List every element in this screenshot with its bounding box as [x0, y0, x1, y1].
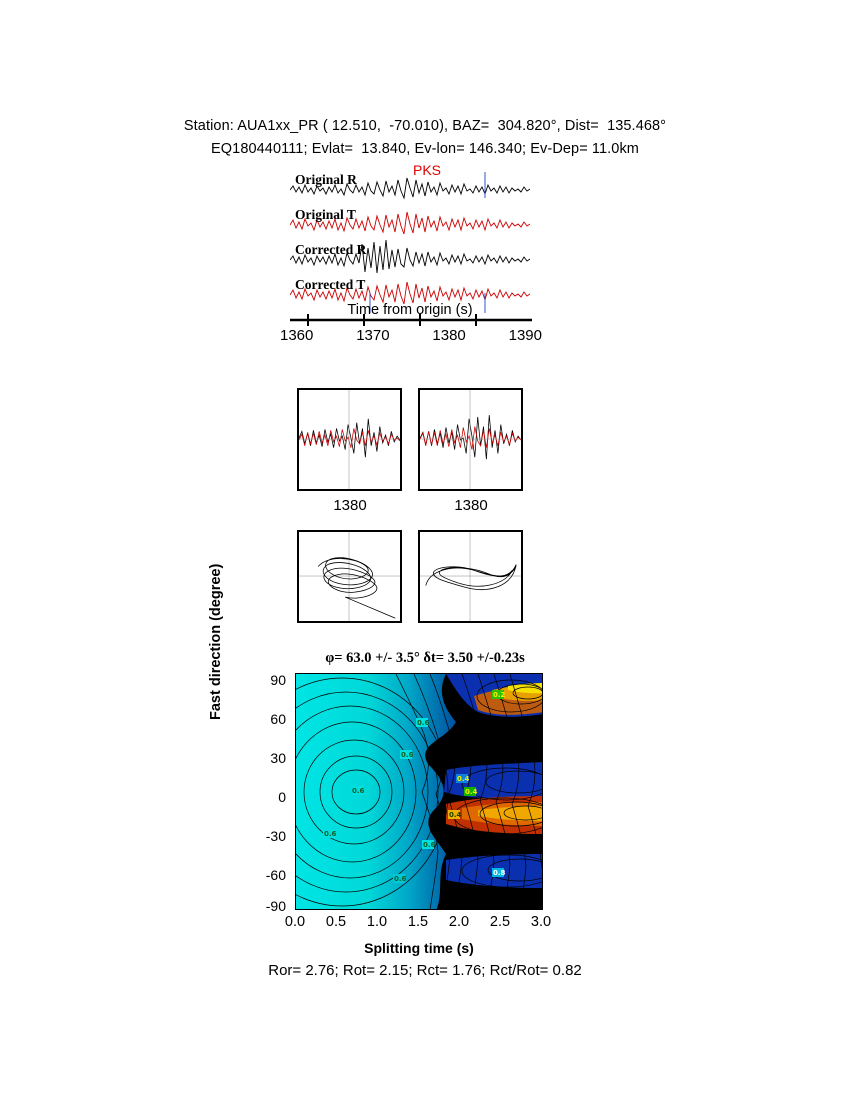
time-axis-title: Time from origin (s) — [347, 302, 473, 318]
contour-xtick-6: 3.0 — [530, 914, 552, 930]
contour-xtick-5: 2.5 — [489, 914, 511, 930]
contour-ytick-n90: -90 — [265, 898, 286, 914]
svg-text:0.6: 0.6 — [394, 875, 407, 883]
svg-text:0.2: 0.2 — [493, 691, 506, 699]
contour-xtick-3: 1.5 — [407, 914, 429, 930]
svg-text:0.6: 0.6 — [423, 841, 436, 849]
contour-xtick-2: 1.0 — [366, 914, 388, 930]
svg-text:0.6: 0.6 — [324, 830, 337, 838]
time-tick-2: 1380 — [432, 327, 466, 344]
svg-text:0.6: 0.6 — [401, 751, 414, 759]
contour-ytick-60: 60 — [270, 711, 286, 727]
phase-label-pks: PKS — [413, 162, 442, 178]
svg-text:0.4: 0.4 — [457, 775, 470, 783]
time-tick-1: 1370 — [356, 327, 390, 344]
contour-title: φ= 63.0 +/- 3.5° δt= 3.50 +/-0.23s — [325, 650, 525, 666]
svg-text:0.6: 0.6 — [352, 787, 365, 795]
particle-motion-panel-before — [297, 530, 402, 623]
header-line-station: Station: AUA1xx_PR ( 12.510, -70.010), BAZ= 304.820°, Dist= 135.468° — [183, 118, 667, 134]
contour-xtick-0: 0.0 — [284, 914, 306, 930]
contour-plot — [295, 673, 543, 910]
header-line-event: EQ180440111; Evlat= 13.840, Ev-lon= 146.340; Ev-Dep= 11.0km — [211, 141, 639, 157]
time-tick-0: 1360 — [280, 327, 314, 344]
waveform-label-group — [295, 162, 535, 313]
trace-label-original-t: Original T — [295, 207, 356, 222]
figure-header — [0, 115, 850, 161]
contour-ytick-n60: -60 — [265, 867, 286, 883]
window-trace-slow-right — [420, 427, 521, 450]
contour-ytick-90: 90 — [270, 672, 286, 688]
figure-footer: Ror= 2.76; Rot= 2.15; Rct= 1.76; Rct/Rot= 0.82 — [268, 962, 582, 979]
svg-text:0.6: 0.6 — [417, 719, 430, 727]
contour-xlabel: Splitting time (s) — [364, 940, 474, 956]
trace-label-corrected-r: Corrected R — [295, 242, 367, 257]
svg-text:0.4: 0.4 — [465, 788, 478, 796]
contour-xtick-1: 0.5 — [325, 914, 347, 930]
contour-xtick-4: 2.0 — [448, 914, 470, 930]
svg-text:0.8: 0.8 — [493, 869, 506, 877]
contour-surface — [296, 674, 543, 910]
svg-text:0.4: 0.4 — [449, 811, 462, 819]
window-label-left: 1380 — [333, 497, 367, 514]
contour-ylabel: Fast direction (degree) — [208, 563, 224, 720]
contour-ytick-0: 0 — [278, 789, 286, 805]
trace-label-original-r: Original R — [295, 172, 357, 187]
time-tick-3: 1390 — [508, 327, 542, 344]
time-axis-ticklabels — [280, 327, 542, 344]
particle-motion-panel-after — [418, 530, 523, 623]
contour-ytick-n30: -30 — [265, 828, 286, 844]
window-label-right: 1380 — [454, 497, 488, 514]
contour-ytick-30: 30 — [270, 750, 286, 766]
window-waveform-panel-left — [297, 388, 402, 491]
trace-label-corrected-t: Corrected T — [295, 277, 366, 292]
window-waveform-panel-right — [418, 388, 523, 491]
